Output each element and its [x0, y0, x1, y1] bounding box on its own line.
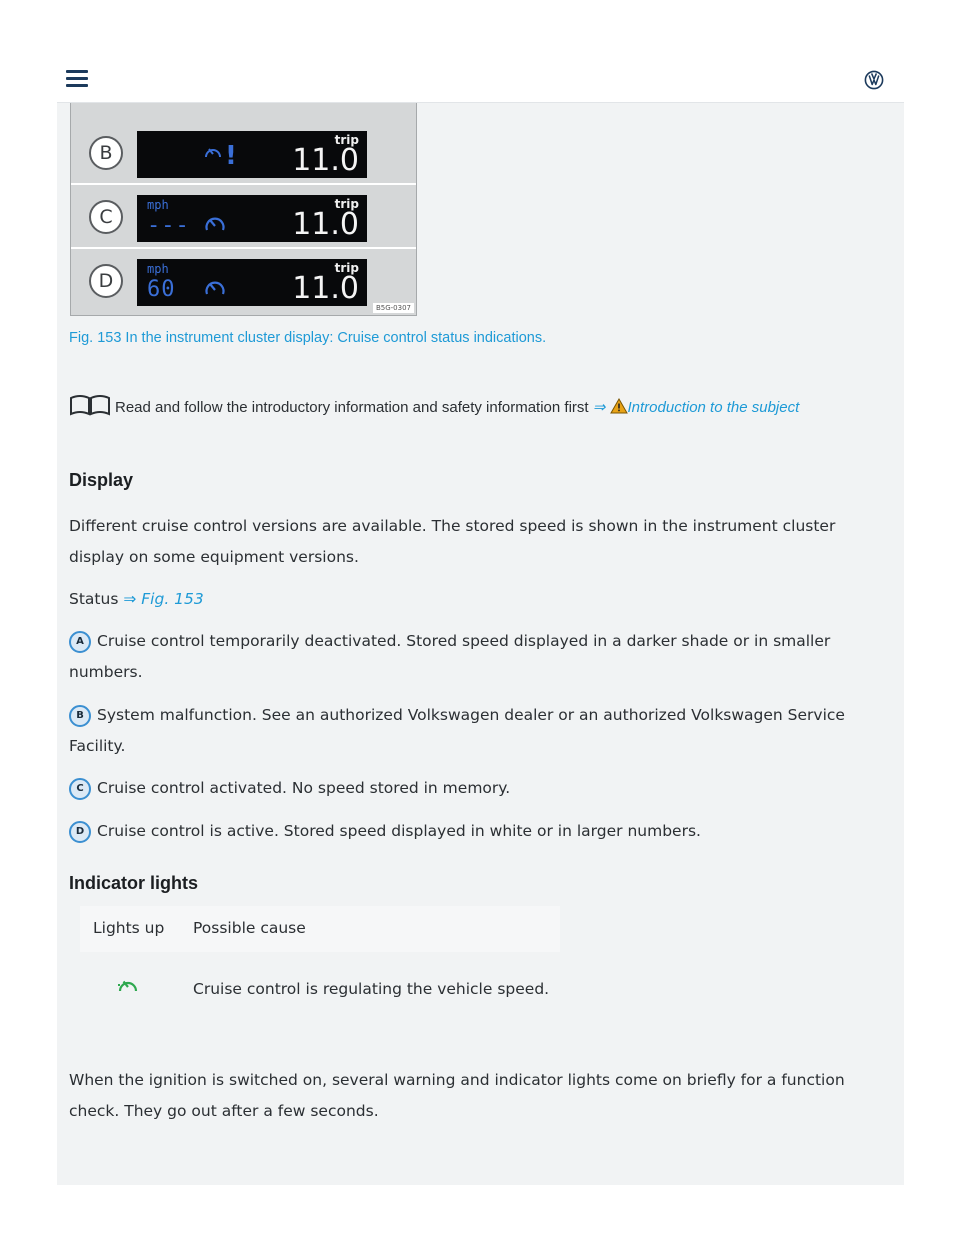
badge-d: D [69, 821, 91, 843]
cruise-gauge-icon [203, 213, 227, 237]
top-bar [57, 0, 904, 103]
status-item-b [69, 700, 884, 762]
badge-a: A [69, 631, 91, 653]
intro-paragraph [69, 394, 889, 421]
figure-letter-c: C [89, 200, 123, 234]
speed-unit: mph [147, 198, 169, 212]
status-item-text: Cruise control activated. No speed stored in memory. [97, 779, 511, 797]
status-item-d [69, 816, 884, 847]
indicator-lights-table [80, 906, 560, 1062]
warning-triangle-icon [610, 398, 628, 414]
stored-speed: 60 [147, 277, 176, 302]
trip-label: trip [334, 261, 359, 275]
display-paragraph: Different cruise control versions are available. The stored speed is shown in the instrument cluster display on some equipment versions. [69, 517, 836, 566]
cruise-control-lamp-icon [116, 976, 140, 996]
status-line [69, 584, 884, 615]
malfunction-exclamation: ! [225, 141, 237, 171]
odometer-value: 11.0 [292, 143, 359, 178]
odometer-value: 11.0 [292, 271, 359, 306]
hamburger-menu-icon[interactable] [66, 70, 88, 88]
vw-logo-icon[interactable] [864, 70, 884, 90]
status-label: Status [69, 590, 119, 608]
figure-code: B5G-0307 [373, 303, 414, 313]
intro-text: Read and follow the introductory information and safety information first [115, 399, 589, 416]
section-heading-display: Display [69, 470, 134, 490]
status-figure-link[interactable]: ⇒ Fig. 153 [123, 590, 204, 608]
status-item-a [69, 626, 884, 688]
lcd-display-c [137, 195, 367, 242]
book-icon [69, 394, 111, 416]
status-item-text: Cruise control is active. Stored speed displayed in white or in larger numbers. [97, 822, 701, 840]
cruise-gauge-icon [203, 277, 227, 301]
column-header-possible-cause: Possible cause [193, 919, 306, 937]
figure-caption: Fig. 153 In the instrument cluster display: Cruise control status indications. [69, 330, 547, 346]
column-header-lights-up: Lights up [93, 919, 165, 937]
figure-letter-d: D [89, 264, 123, 298]
lcd-display-b [137, 131, 367, 178]
table-header [80, 906, 560, 952]
figure-row-c [71, 187, 416, 249]
badge-c: C [69, 778, 91, 800]
table-row [80, 952, 560, 1062]
badge-b: B [69, 705, 91, 727]
status-item-text: Cruise control temporarily deactivated. Stored speed displayed in a darker shade or in smaller numbers. [69, 632, 831, 681]
intro-link[interactable]: Introduction to the subject [627, 399, 800, 416]
figure-letter-b: B [89, 136, 123, 170]
ignition-check-paragraph: When the ignition is switched on, several warning and indicator lights come on briefly for a function check. They go out after a few seconds. [69, 1071, 845, 1120]
trip-label: trip [334, 197, 359, 211]
section-heading-indicator-lights: Indicator lights [69, 873, 199, 893]
intro-arrow[interactable]: ⇒ [592, 399, 606, 416]
lcd-display-d [137, 259, 367, 306]
speed-unit: mph [147, 262, 169, 276]
figure-row-b [71, 123, 416, 185]
status-item-c [69, 773, 884, 804]
status-item-text: System malfunction. See an authorized Volkswagen dealer or an authorized Volkswagen Service Facility. [69, 706, 845, 755]
stored-speed: --- [147, 213, 190, 238]
lamp-cause-text: Cruise control is regulating the vehicle speed. [193, 980, 550, 998]
trip-label: trip [334, 133, 359, 147]
figure-row-d [71, 251, 416, 313]
cruise-gauge-icon [203, 143, 223, 163]
odometer-value: 11.0 [292, 207, 359, 242]
